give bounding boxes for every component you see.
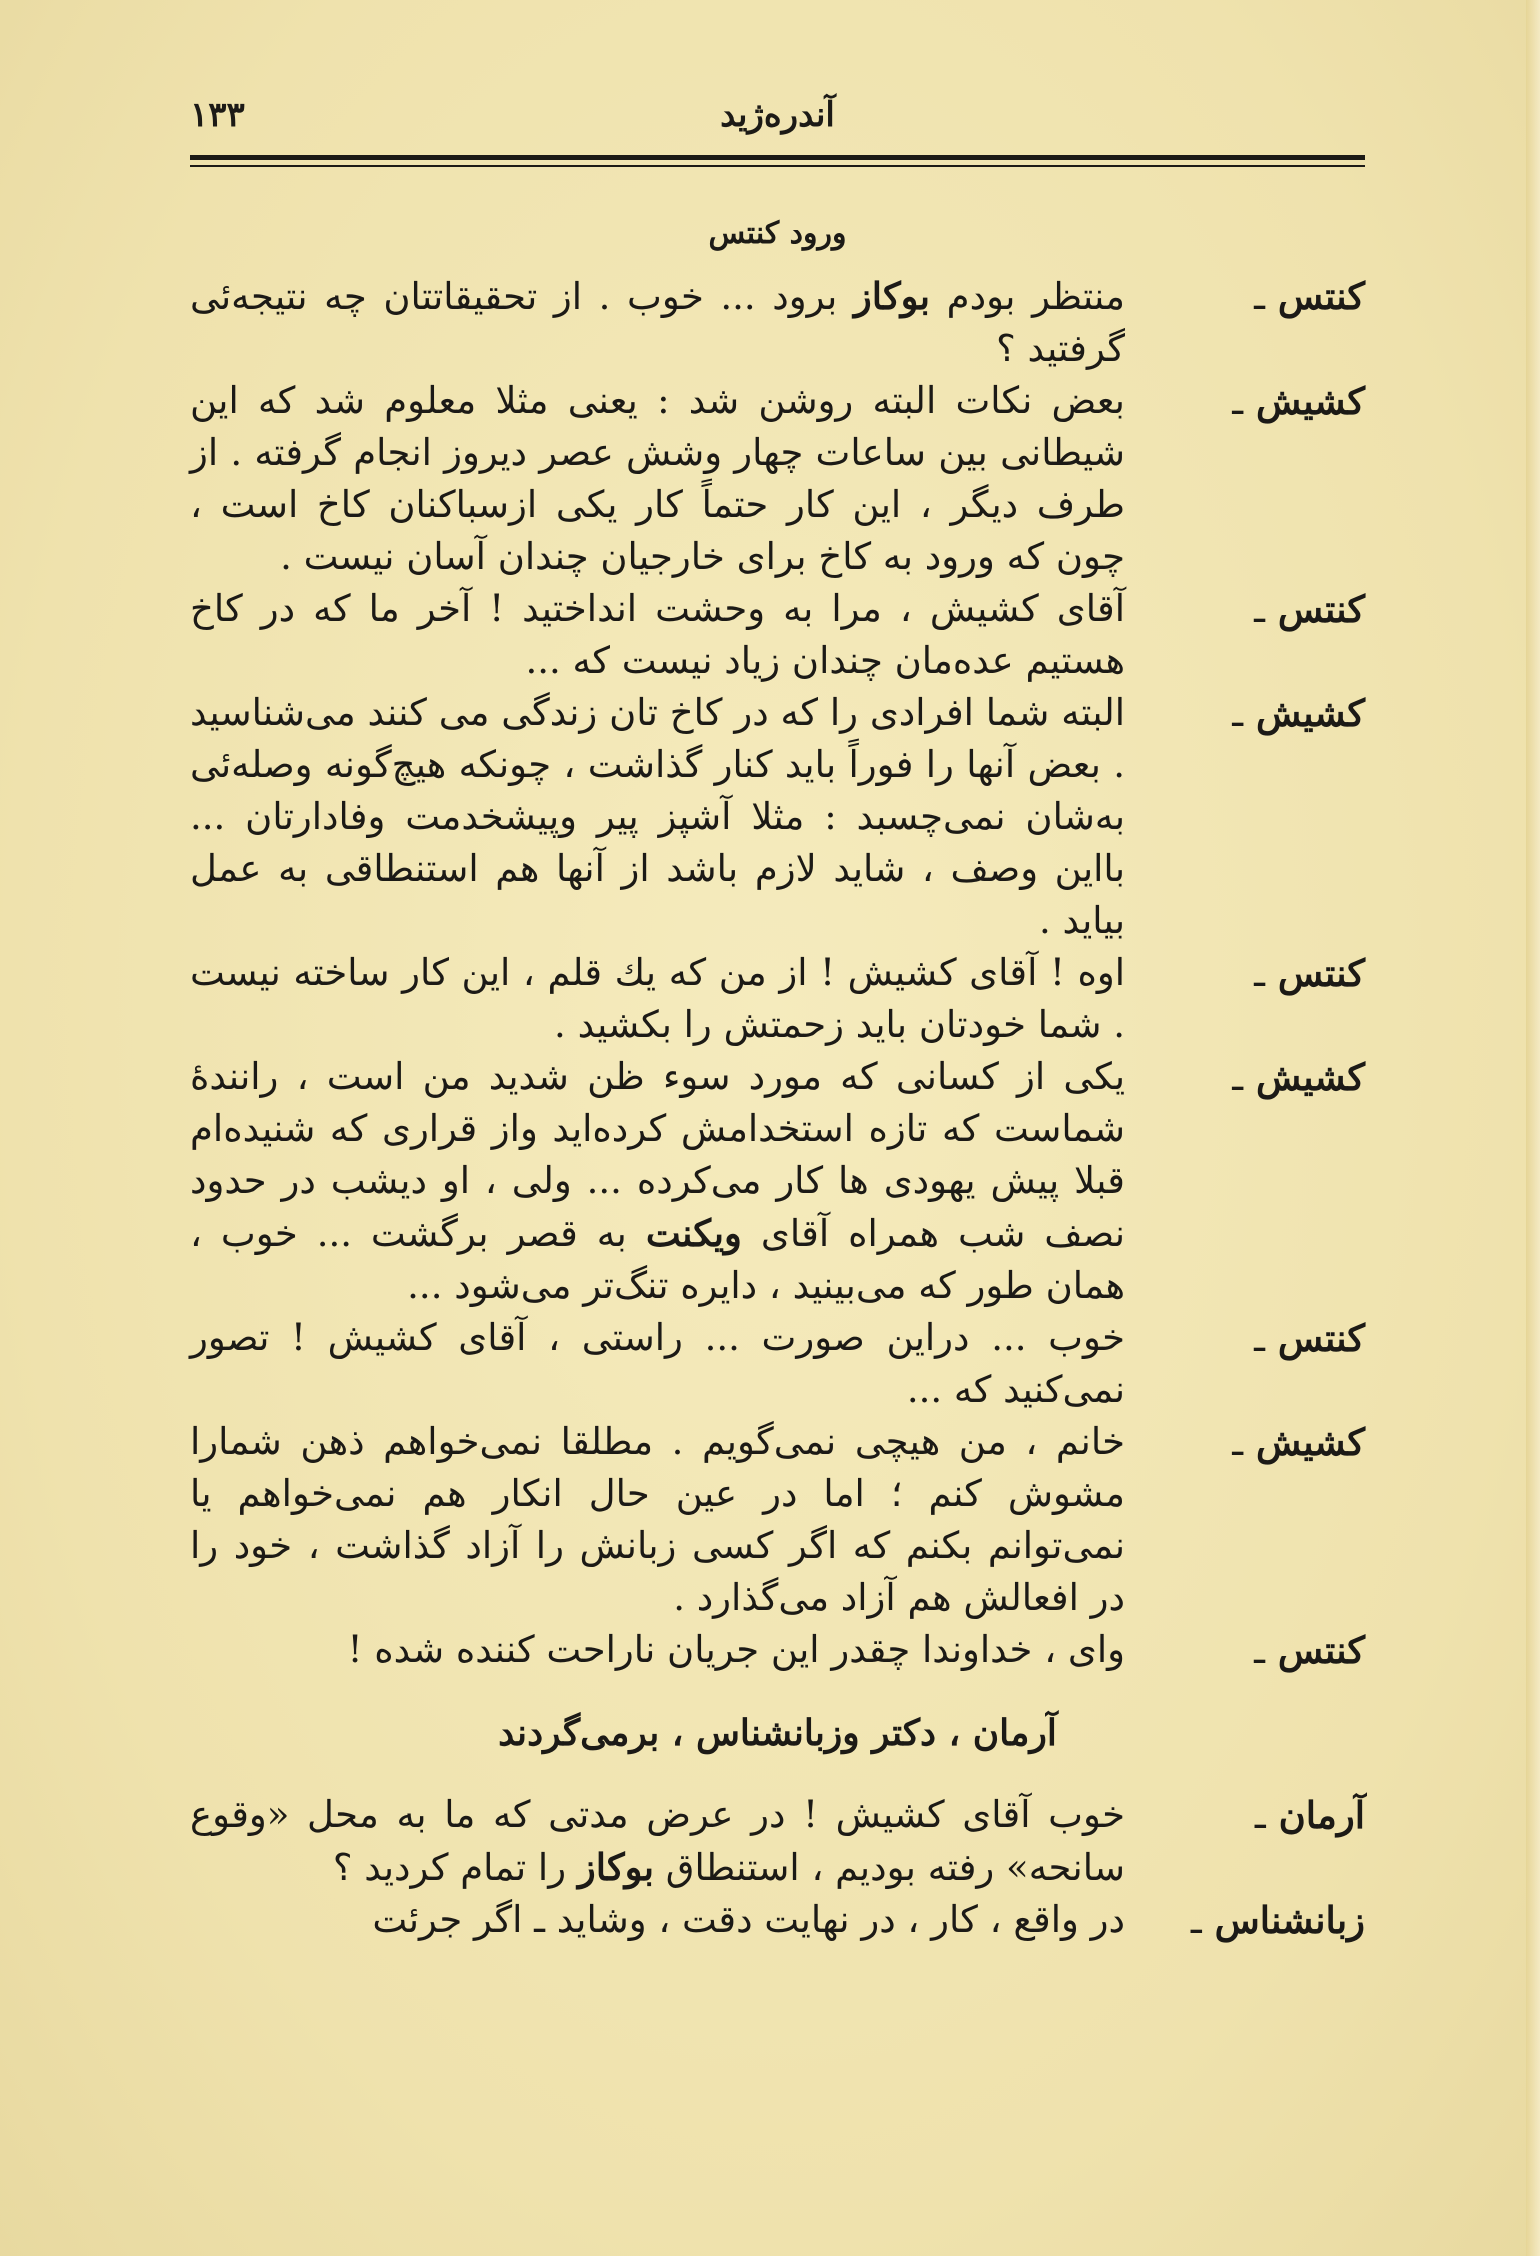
speech-text: خوب ... دراین صورت ... راستی ، آقای کشیش ! تصور نمی‌کنید که ... (190, 1316, 1125, 1411)
dialogue-entry (190, 583, 1365, 687)
speech-text: خانم ، من هیچی نمی‌گویم . مطلقا نمی‌خواهم ذهن شمارا مشوش کنم ؛ اما در عین حال انکار هم نمی‌خواهم یا نمی‌توانم بکنم که اگر کسی زبانش را آزاد گذاشت ، خود را در افعالش هم آزاد می‌گذارد . (190, 1420, 1125, 1619)
dialogue-entry (190, 1051, 1365, 1312)
speaker-name: کنتس ـ (1254, 1628, 1365, 1672)
running-title: آندره‌ژید (720, 95, 835, 135)
stage-direction: آرمان ، دکتر وزبانشناس ، برمی‌گردند (498, 1712, 1057, 1754)
dialogue-entry (190, 1312, 1365, 1416)
dialogue-entry (190, 1624, 1365, 1677)
stage-direction: ورود کنتس (708, 216, 847, 251)
speech-text: آقای کشیش ، مرا به وحشت انداختید ! آخر ما که در کاخ هستیم عده‌مان چندان زیاد نیست که ... (190, 587, 1125, 682)
speaker-name: کنتس ـ (1254, 1316, 1365, 1360)
dialogue-entry (190, 1416, 1365, 1624)
speaker-name: کشیش ـ (1232, 1055, 1365, 1099)
dialogue-entry (190, 1789, 1365, 1894)
page-header (190, 95, 1365, 155)
emphasized-name: بوکاز (577, 1845, 654, 1889)
speech-text: اوه ! آقای کشیش ! از من که یك قلم ، این کار ساخته نیست . شما خودتان باید زحمتش را بکشید . (190, 951, 1125, 1046)
speaker-name: کنتس ـ (1254, 587, 1365, 631)
speaker-name: کشیش ـ (1232, 1420, 1365, 1464)
dialogue-entry (190, 270, 1365, 375)
emphasized-name: بوکاز (853, 274, 931, 318)
speech-text: بعض نکات البته روشن شد : یعنی مثلا معلوم شد که این شیطانی بین ساعات چهار وشش عصر دیروز انجام گرفته . از طرف دیگر ، این کار حتماً کار یکی ازسباکنان کاخ است ، چون که ورود به کاخ برای خارجیان چندان آسان نیست . (190, 379, 1125, 578)
emphasized-name: ویکنت (645, 1211, 742, 1255)
speech-text: وای ، خداوندا چقدر این جریان ناراحت کننده شده ! (347, 1628, 1125, 1671)
page-number: ۱۳۳ (190, 95, 245, 135)
dialogue-entry (190, 1894, 1365, 1947)
dialogue-entry (190, 947, 1365, 1051)
speaker-name: کنتس ـ (1254, 274, 1365, 318)
speech-text: خوب آقای کشیش ! در عرض مدتی که ما به محل «وقوع سانحه» رفته بودیم ، استنطاق بوکاز را تمام کردید ؟ (190, 1793, 1125, 1889)
speech-text: منتظر بودم بوکاز برود ... خوب . از تحقیقاتتان چه نتیجه‌ئی گرفتید ؟ (190, 274, 1125, 370)
speaker-name: کشیش ـ (1232, 691, 1365, 735)
speech-text: در واقع ، کار ، در نهایت دقت ، وشاید ـ اگر جرئت (372, 1898, 1125, 1941)
speaker-name: کنتس ـ (1254, 951, 1365, 995)
paper-edge (1526, 0, 1540, 2256)
speaker-name: زبانشناس ـ (1190, 1898, 1365, 1942)
speaker-name: کشیش ـ (1232, 379, 1365, 423)
speaker-name: آرمان ـ (1254, 1793, 1365, 1837)
dialogue-entry (190, 375, 1365, 583)
page-body (190, 200, 1365, 1947)
speech-text: البته شما افرادی را که در کاخ تان زندگی می کنند می‌شناسید . بعض آنها را فوراً باید کنار گذاشت ، چونکه هیچ‌گونه وصله‌ئی به‌شان نمی‌چسبد : مثلا آشپز پیر وپیشخدمت وفادارتان ... بااین وصف ، شاید لازم باشد از آنها هم استنطاقی به عمل بیاید . (190, 691, 1125, 942)
dialogue-entry (190, 687, 1365, 947)
header-rule-thick (190, 155, 1365, 160)
header-rule-thin (190, 165, 1365, 167)
speech-text: یکی از کسانی که مورد سوء ظن شدید من است ، رانندهٔ شماست که تازه استخدامش کرده‌اید واز قراری که شنیده‌ام قبلا پیش یهودی ها کار می‌کرده ... ولی ، او دیشب در حدود نصف شب همراه آقای ویکنت به قصر برگشت ... خوب ، همان طور که می‌بینید ، دایره تنگ‌تر می‌شود ... (190, 1055, 1125, 1307)
